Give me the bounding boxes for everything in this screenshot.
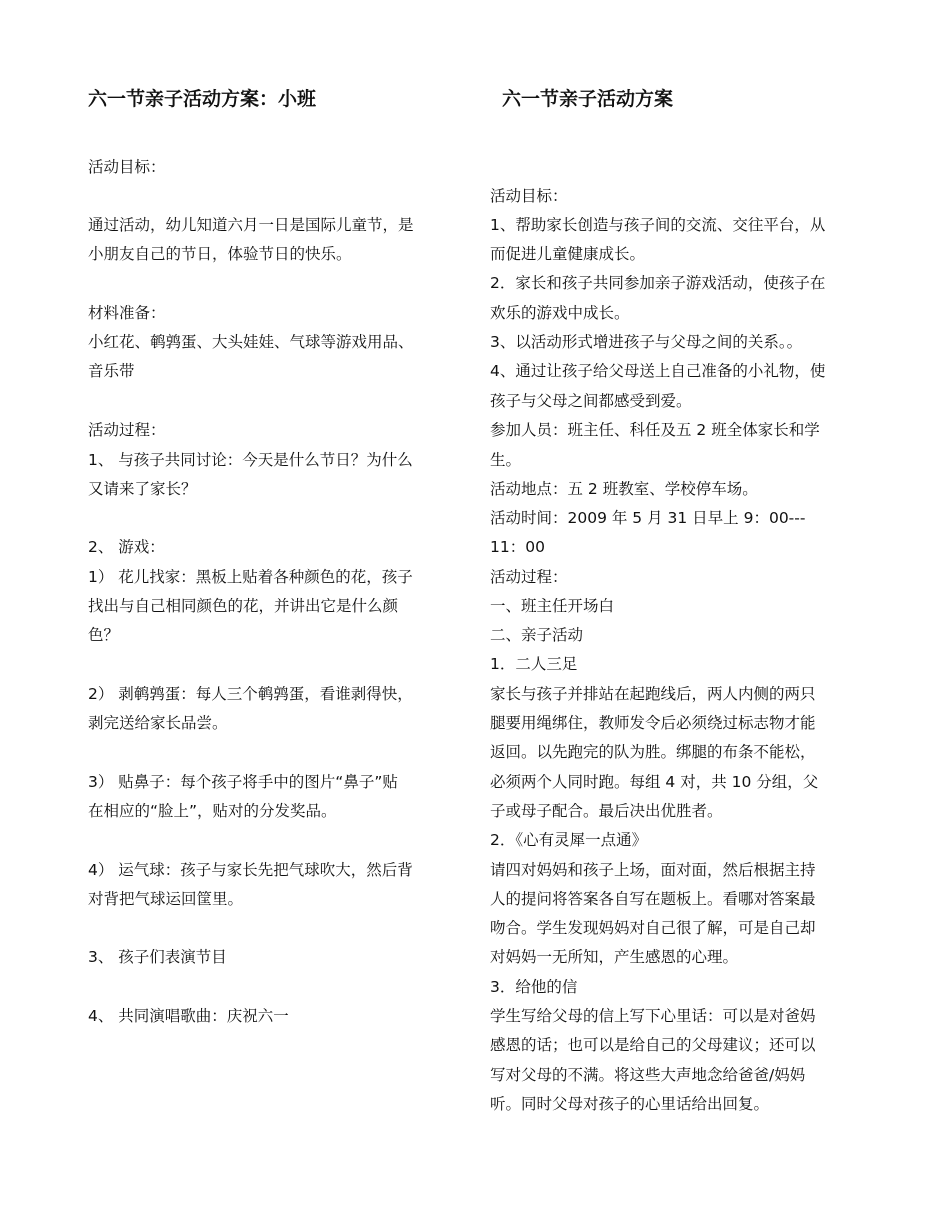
text-line: 吻合。学生发现妈妈对自己很了解，可是自己却: [490, 919, 816, 937]
text-line: 小红花、鹌鹑蛋、大头娃娃、气球等游戏用品、: [88, 333, 414, 351]
text-line: 活动时间：2009 年 5 月 31 日早上 9：00---: [490, 509, 806, 527]
text-line: 人的提问将答案各自写在题板上。看哪对答案最: [490, 890, 816, 908]
text-line: 学生写给父母的信上写下心里话：可以是对爸妈: [490, 1007, 816, 1025]
text-line: 3、以活动形式增进孩子与父母之间的关系。。: [490, 333, 803, 351]
right-document-title: 六一节亲子活动方案: [502, 88, 674, 110]
text-line: 3） 贴鼻子：每个孩子将手中的图片“鼻子”贴: [88, 773, 398, 791]
text-line: 色？: [88, 626, 120, 644]
text-line: 参加人员：班主任、科任及五 2 班全体家长和学: [490, 421, 820, 439]
text-line: 活动过程：: [490, 568, 568, 586]
text-line: 2．家长和孩子共同参加亲子游戏活动，使孩子在: [490, 274, 826, 292]
text-line: 活动过程：: [88, 421, 166, 439]
text-line: 请四对妈妈和孩子上场，面对面，然后根据主持: [490, 861, 816, 879]
text-line: 腿要用绳绑住，教师发令后必须绕过标志物才能: [490, 714, 816, 732]
text-line: 活动目标：: [490, 187, 568, 205]
text-line: 又请来了家长？: [88, 480, 197, 498]
text-line: 4、通过让孩子给父母送上自己准备的小礼物，使: [490, 362, 826, 380]
text-line: 一、班主任开场白: [490, 597, 615, 615]
text-line: 必须两个人同时跑。每组 4 对，共 10 分组，父: [490, 773, 819, 791]
text-line: 写对父母的不满。将这些大声地念给爸爸/妈妈: [490, 1066, 806, 1084]
text-line: 1、 与孩子共同讨论：今天是什么节日？为什么: [88, 451, 413, 469]
text-line: 活动目标：: [88, 158, 166, 176]
text-line: 孩子与父母之间都感受到爱。: [490, 392, 692, 410]
text-line: 听。同时父母对孩子的心里话给出回复。: [490, 1095, 770, 1113]
text-line: 1、帮助家长创造与孩子间的交流、交往平台，从: [490, 216, 826, 234]
text-line: 小朋友自己的节日，体验节日的快乐。: [88, 245, 352, 263]
left-document-title: 六一节亲子活动方案：小班: [88, 88, 317, 110]
text-line: 返回。以先跑完的队为胜。绑腿的布条不能松，: [490, 743, 816, 761]
text-line: 材料准备：: [88, 304, 166, 322]
text-line: 4、 共同演唱歌曲：庆祝六一: [88, 1007, 289, 1025]
text-line: 2） 剥鹌鹑蛋：每人三个鹌鹑蛋，看谁剥得快，: [88, 685, 413, 703]
text-line: 3．给他的信: [490, 978, 578, 996]
text-line: 2．《心有灵犀一点通》: [490, 831, 648, 849]
text-line: 感恩的话；也可以是给自己的父母建议；还可以: [490, 1036, 816, 1054]
text-line: 对妈妈一无所知，产生感恩的心理。: [490, 948, 739, 966]
text-line: 家长与孩子并排站在起跑线后，两人内侧的两只: [490, 685, 816, 703]
text-line: 4） 运气球：孩子与家长先把气球吹大，然后背: [88, 861, 413, 879]
text-line: 子或母子配合。最后决出优胜者。: [490, 802, 723, 820]
text-line: 1．二人三足: [490, 655, 578, 673]
text-line: 音乐带: [88, 362, 135, 380]
text-line: 而促进儿童健康成长。: [490, 245, 646, 263]
text-line: 对背把气球运回筐里。: [88, 890, 244, 908]
text-line: 11：00: [490, 538, 545, 556]
text-line: 找出与自己相同颜色的花，并讲出它是什么颜: [88, 597, 399, 615]
text-line: 2、 游戏：: [88, 538, 165, 556]
text-line: 二、亲子活动: [490, 626, 584, 644]
text-line: 剥完送给家长品尝。: [88, 714, 228, 732]
text-line: 1） 花儿找家：黑板上贴着各种颜色的花，孩子: [88, 568, 413, 586]
text-line: 在相应的“脸上”，贴对的分发奖品。: [88, 802, 337, 820]
text-line: 生。: [490, 451, 522, 469]
text-line: 活动地点：五 2 班教室、学校停车场。: [490, 480, 758, 498]
text-line: 通过活动，幼儿知道六月一日是国际儿童节，是: [88, 216, 414, 234]
text-line: 欢乐的游戏中成长。: [490, 304, 630, 322]
text-line: 3、 孩子们表演节目: [88, 948, 227, 966]
